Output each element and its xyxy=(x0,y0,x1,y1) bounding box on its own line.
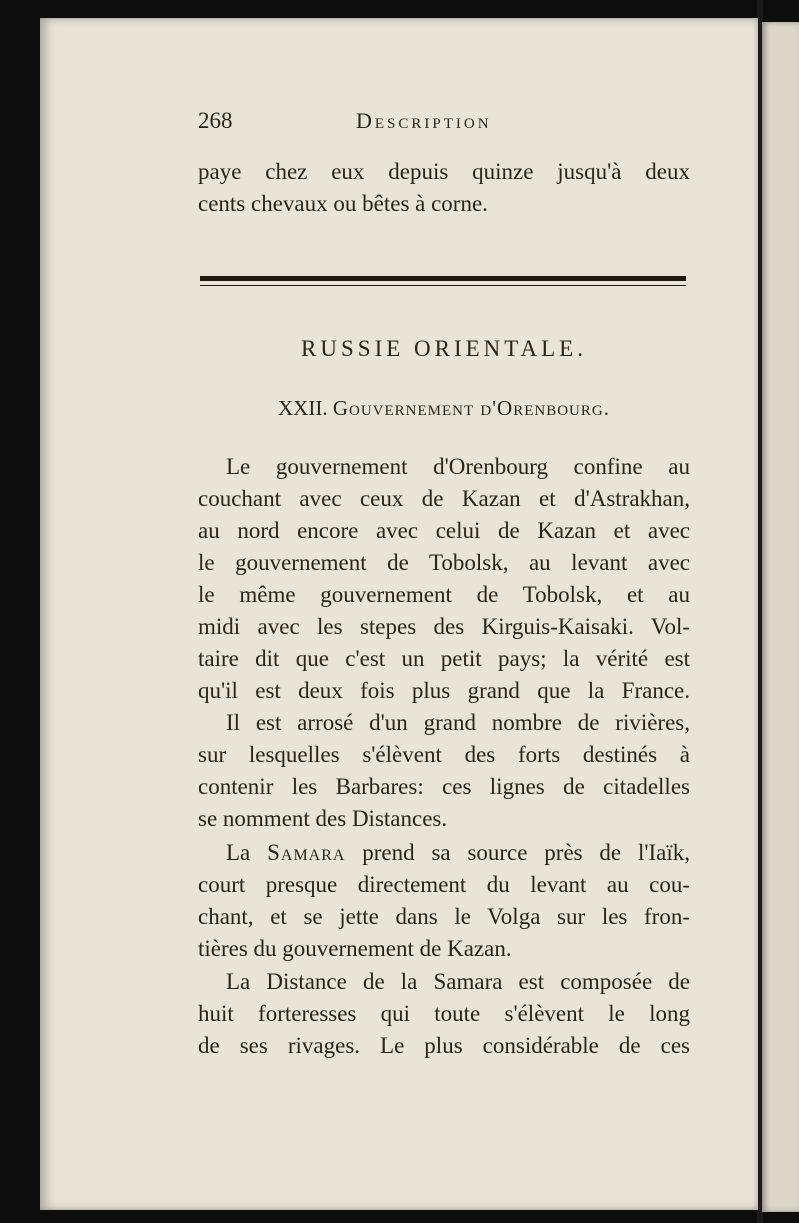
text-fragment: prend sa source près de l'Iaïk, xyxy=(345,840,691,865)
paragraph-4 xyxy=(198,966,690,1062)
text-line: taire dit que c'est un petit pays; la vérité est xyxy=(198,646,690,671)
text-line: de ses rivages. Le plus considérable de ces xyxy=(198,1033,690,1058)
text-line: Il est arrosé d'un grand nombre de rivières, xyxy=(226,710,690,735)
opening-paragraph xyxy=(198,156,690,220)
text-line: se nomment des Distances. xyxy=(198,806,448,831)
text-line: le même gouvernement de Tobolsk, et au xyxy=(198,582,690,607)
text-line: paye chez eux depuis quinze jusqu'à deux xyxy=(198,159,690,184)
river-name: Samara xyxy=(267,840,346,865)
text-line: contenir les Barbares: ces lignes de citadelles xyxy=(198,774,690,799)
text-line: Le gouvernement d'Orenbourg confine au xyxy=(226,454,690,479)
paragraph-3 xyxy=(198,837,690,965)
text-line: couchant avec ceux de Kazan et d'Astrakhan, xyxy=(198,486,690,511)
facing-page-edge xyxy=(762,22,799,1212)
chapter-number: XXII. xyxy=(278,396,328,420)
text-line: le gouvernement de Tobolsk, au levant avec xyxy=(198,550,690,575)
thick-rule xyxy=(200,276,686,281)
text-line: cents chevaux ou bêtes à corne. xyxy=(198,191,488,216)
paragraph-1 xyxy=(198,451,690,707)
page-number: 268 xyxy=(198,108,233,133)
text-line: qu'il est deux fois plus grand que la France. xyxy=(198,678,690,703)
running-head-title: Description xyxy=(356,108,492,133)
text-fragment: La xyxy=(226,840,268,865)
section-title: RUSSIE ORIENTALE. xyxy=(301,336,587,361)
paragraph-2 xyxy=(198,707,690,835)
thin-rule xyxy=(200,285,686,286)
text-line: tières du gouvernement de Kazan. xyxy=(198,936,512,961)
text-line xyxy=(198,837,690,869)
text-line: au nord encore avec celui de Kazan et avec xyxy=(198,518,690,543)
text-line: La Distance de la Samara est composée de xyxy=(226,969,690,994)
text-line: midi avec les stepes des Kirguis-Kaisaki. Vol- xyxy=(198,614,690,639)
text-line: sur lesquelles s'élèvent des forts destinés à xyxy=(198,742,690,767)
chapter-title: Gouvernement d'Orenbourg. xyxy=(332,396,610,420)
chapter-heading xyxy=(198,396,690,421)
text-line: huit forteresses qui toute s'élèvent le long xyxy=(198,1001,690,1026)
text-line: chant, et se jette dans le Volga sur les fron- xyxy=(198,904,690,929)
text-line: court presque directement du levant au cou- xyxy=(198,872,690,897)
